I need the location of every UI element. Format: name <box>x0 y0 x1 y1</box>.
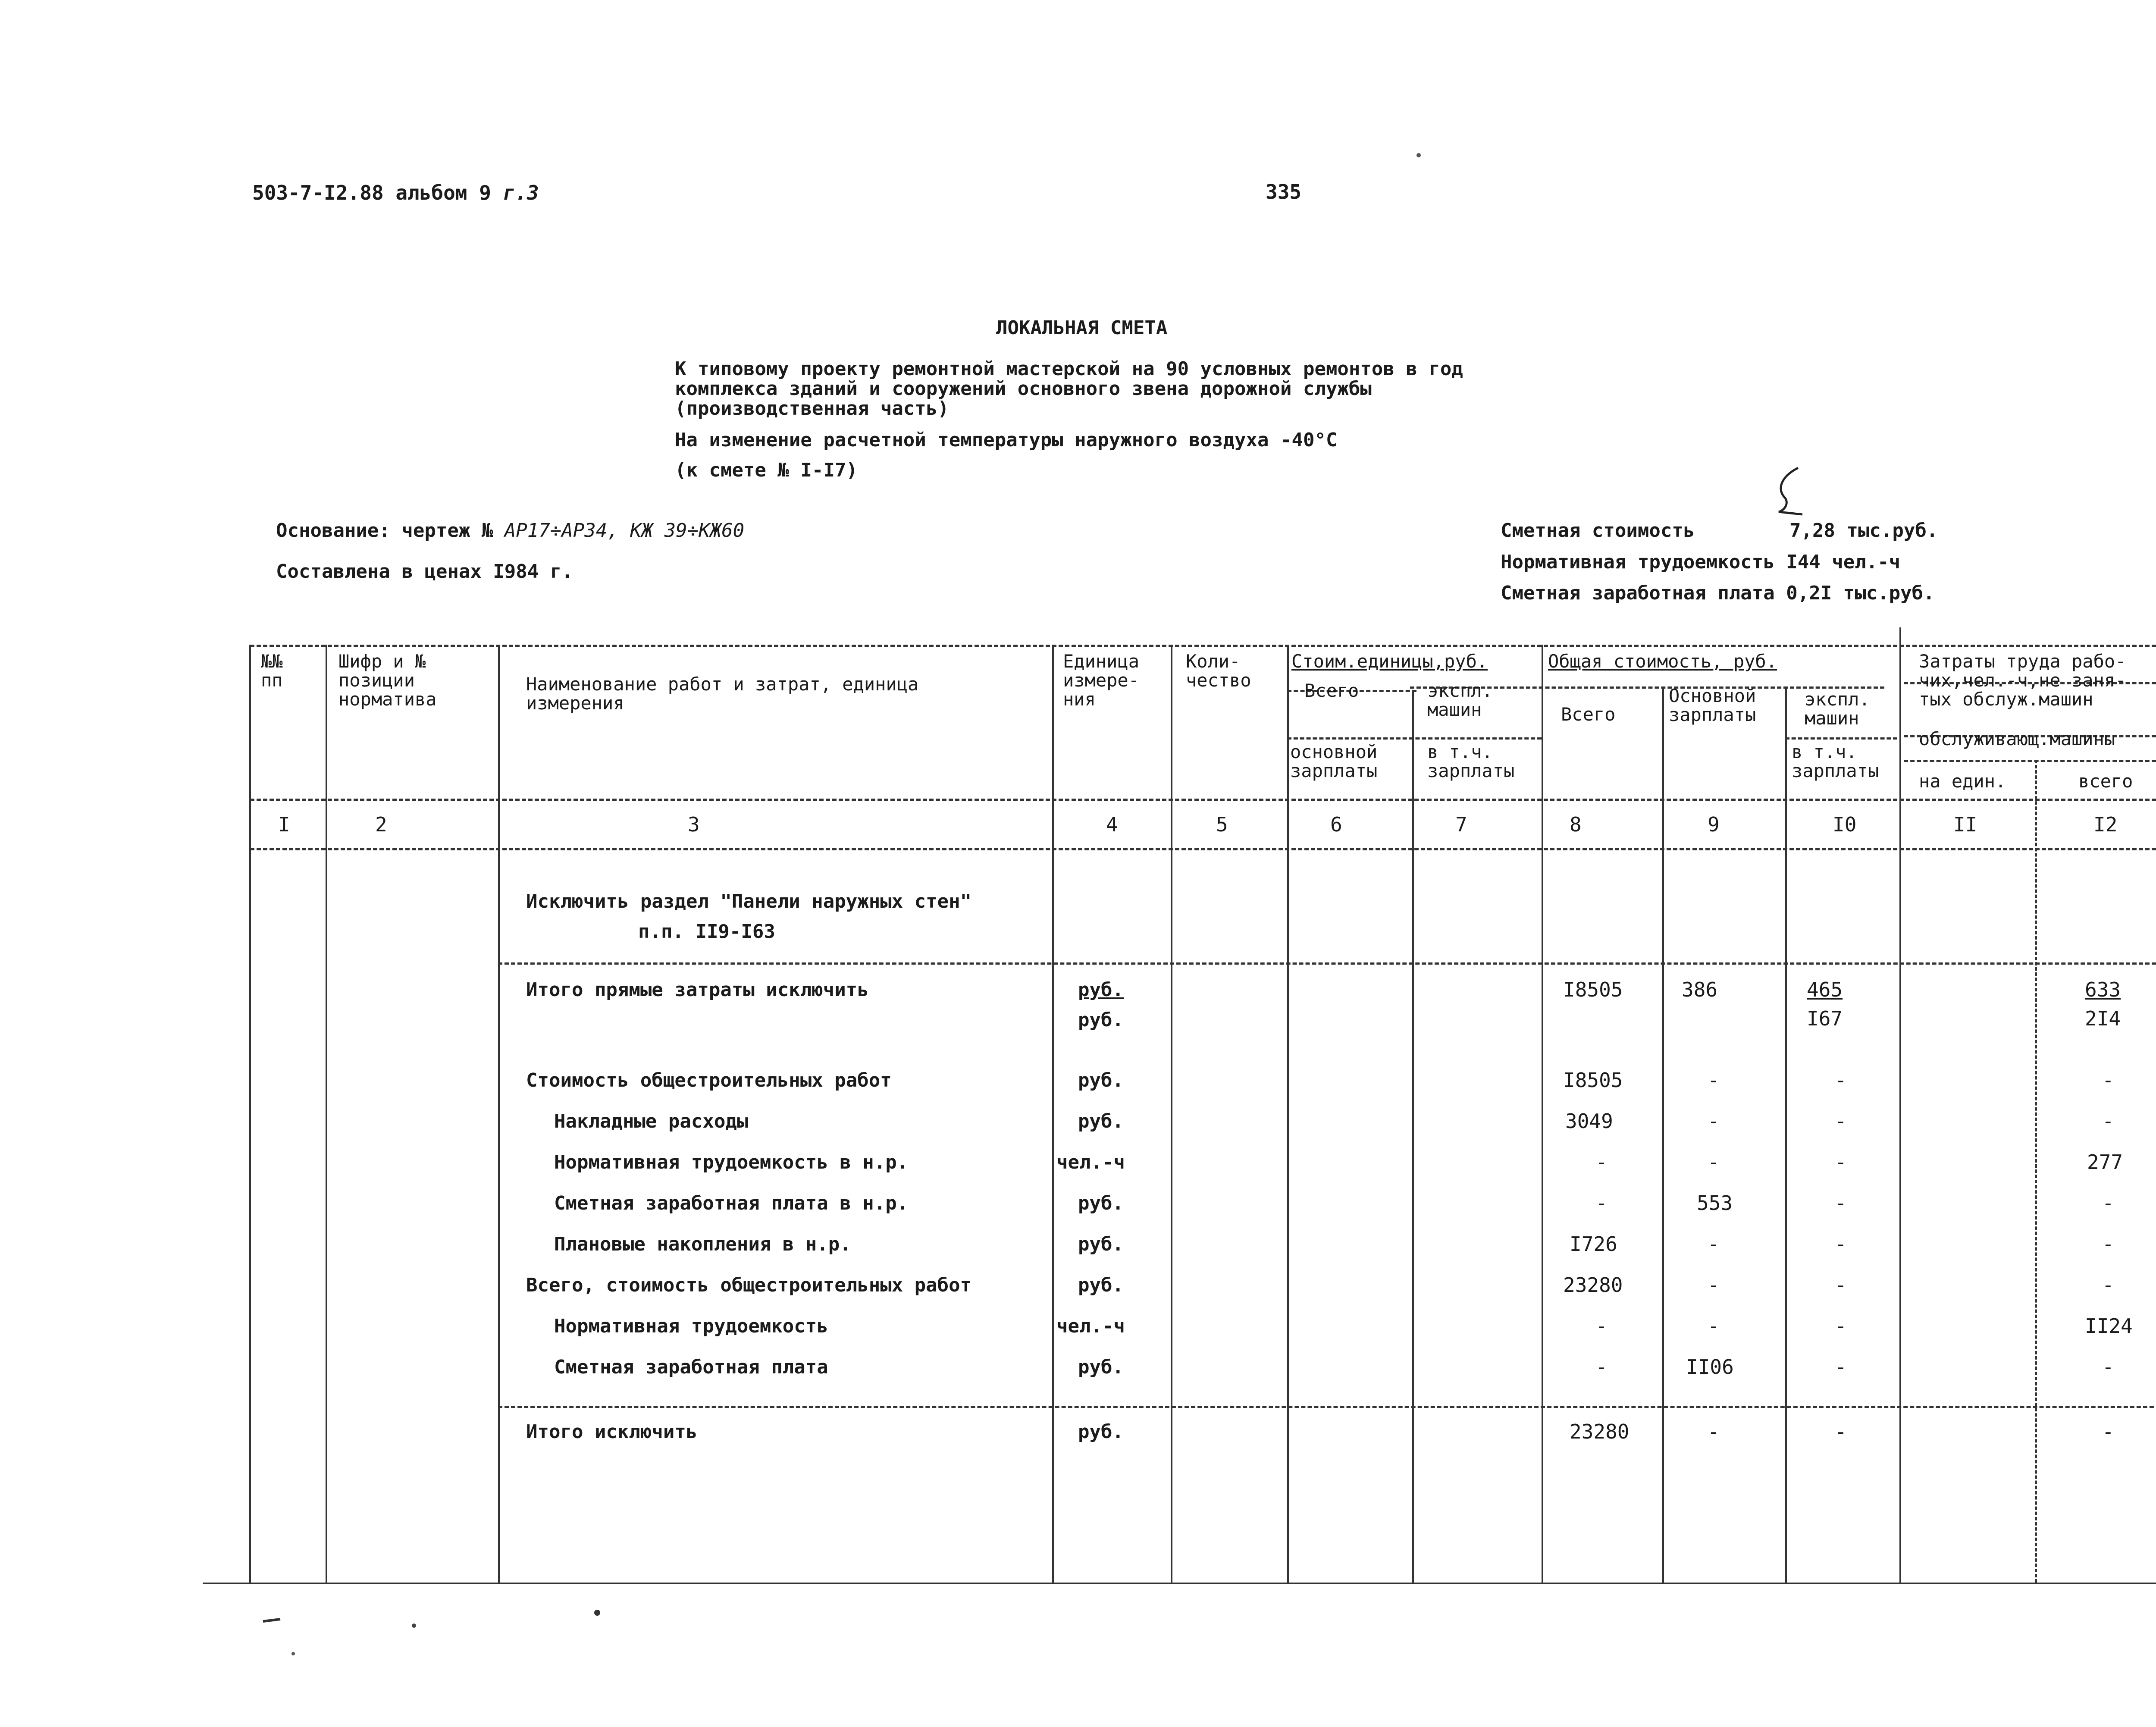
row-labor-total: - <box>2102 1355 2114 1379</box>
header-unit-incl-wage: в т.ч. зарплаты <box>1427 741 1515 781</box>
col-number-3: 3 <box>688 813 700 836</box>
col-number-1: I <box>278 813 290 836</box>
row-base-wage: - <box>1708 1420 1720 1443</box>
row-unit: чел.-ч <box>1056 1151 1125 1173</box>
estimated-cost-value: 7,28 тыс.руб. <box>1789 520 1938 542</box>
col-number-9: 9 <box>1708 813 1720 836</box>
row-base-wage: - <box>1708 1150 1720 1174</box>
row-machines: - <box>1835 1232 1847 1256</box>
row-base-wage: 553 <box>1697 1191 1733 1215</box>
row-total-cost: I8505 <box>1563 978 1623 1001</box>
row-machines: - <box>1835 1150 1847 1174</box>
row-total-cost: - <box>1595 1150 1608 1174</box>
col-number-5: 5 <box>1216 813 1228 836</box>
row-base-wage: - <box>1708 1273 1720 1297</box>
col-number-8: 8 <box>1570 813 1582 836</box>
row-name: Сметная заработная плата в н.р. <box>554 1192 909 1214</box>
row-machines-wage: I67 <box>1807 1007 1843 1030</box>
row-unit: руб. <box>1078 1192 1124 1214</box>
col-number-6: 6 <box>1330 813 1342 836</box>
row-name: Всего, стоимость общестроительных работ <box>526 1274 972 1296</box>
col-number-11: II <box>1953 813 1977 836</box>
header-labor-service: обслуживающ.машины <box>1919 728 2115 749</box>
basis-drawings: АР17÷АР34, КЖ 39÷КЖ60 <box>504 520 745 542</box>
row-unit-2: руб. <box>1078 1009 1124 1031</box>
row-unit: руб. <box>1078 1421 1124 1443</box>
row-total-cost: I8505 <box>1563 1069 1623 1092</box>
header-total-base-wage: Основной зарплаты <box>1669 685 1756 725</box>
row-machines: - <box>1835 1191 1847 1215</box>
row-base-wage: - <box>1708 1110 1720 1133</box>
row-base-wage: II06 <box>1686 1355 1734 1379</box>
row-labor-total: - <box>2102 1069 2114 1092</box>
row-labor-total: 633 <box>2085 978 2121 1001</box>
section-title: Исключить раздел "Панели наружных стен" <box>526 890 972 912</box>
row-unit: руб. <box>1078 1069 1124 1091</box>
col-number-7: 7 <box>1455 813 1467 836</box>
row-unit: руб. <box>1078 979 1124 1001</box>
col-number-4: 4 <box>1106 813 1118 836</box>
header-total-machines: экспл. машин <box>1805 689 1870 729</box>
row-name: Сметная заработная плата <box>554 1356 828 1378</box>
basis-label: Основание: чертеж № <box>276 520 505 542</box>
row-machines: - <box>1835 1355 1847 1379</box>
prices-basis: Составлена в ценах I984 г. <box>276 561 573 583</box>
header-labor-per-unit: на един. <box>1919 771 2006 792</box>
col-number-12: I2 <box>2093 813 2118 836</box>
row-name: Нормативная трудоемкость в н.р. <box>554 1151 909 1173</box>
row-total-cost: - <box>1595 1314 1608 1338</box>
row-name: Накладные расходы <box>554 1110 749 1132</box>
title-line-5: (к смете № I-I7) <box>675 459 858 481</box>
header-row-number: №№ пп <box>261 651 283 691</box>
col-number-2: 2 <box>375 813 387 836</box>
title-line-3: (производственная часть) <box>675 398 949 420</box>
header-work-name: Наименование работ и затрат, единица измерения <box>526 674 919 714</box>
header-unit-base-wage: основной зарплаты <box>1290 741 1378 781</box>
row-unit: чел.-ч <box>1056 1315 1125 1337</box>
header-unit-cost: Стоим.единицы,руб. <box>1291 651 1488 672</box>
header-total-cost: Общая стоимость, руб. <box>1548 651 1777 672</box>
row-total-cost: 3049 <box>1565 1110 1613 1133</box>
row-name: Итого исключить <box>526 1421 698 1443</box>
row-unit: руб. <box>1078 1274 1124 1296</box>
row-machines: - <box>1835 1110 1847 1133</box>
row-labor-service: 2I4 <box>2085 1007 2121 1030</box>
row-labor-total: II24 <box>2085 1314 2133 1338</box>
header-total-all: Всего <box>1561 704 1616 725</box>
title-line-1: К типовому проекту ремонтной мастерской на 90 условных ремонтов в год <box>675 358 1463 380</box>
row-machines: - <box>1835 1314 1847 1338</box>
row-name: Стоимость общестроительных работ <box>526 1069 892 1091</box>
header-total-incl-wage: в т.ч. зарплаты <box>1792 741 1879 781</box>
row-labor-total: - <box>2102 1420 2114 1443</box>
row-unit: руб. <box>1078 1233 1124 1255</box>
row-labor-total: - <box>2102 1273 2114 1297</box>
page-number: 335 <box>1266 180 1302 204</box>
header-unit: Единица измере- ния <box>1063 651 1140 710</box>
estimated-cost-label: Сметная стоимость <box>1501 520 1695 542</box>
row-unit: руб. <box>1078 1110 1124 1132</box>
section-items: п.п. II9-I63 <box>638 921 775 943</box>
estimated-wage: Сметная заработная плата 0,2I тыс.руб. <box>1501 582 1935 604</box>
header-norm-code: Шифр и № позиции норматива <box>338 651 437 710</box>
row-base-wage: 386 <box>1682 978 1718 1001</box>
row-machines: - <box>1835 1069 1847 1092</box>
row-labor-total: - <box>2102 1191 2114 1215</box>
row-name: Плановые накопления в н.р. <box>554 1233 851 1255</box>
document-code-handwritten: г.3 <box>503 181 539 204</box>
col-number-10: I0 <box>1833 813 1857 836</box>
row-total-cost: 23280 <box>1563 1273 1623 1297</box>
row-base-wage: - <box>1708 1069 1720 1092</box>
header-labor-total: всего <box>2078 771 2133 792</box>
row-machines: - <box>1835 1273 1847 1297</box>
header-quantity: Коли- чество <box>1186 651 1251 691</box>
row-total-cost: - <box>1595 1191 1608 1215</box>
header-labor: Затраты труда рабо- чих,чел.-ч,не заня- тых обслуж.машин <box>1919 651 2126 710</box>
row-base-wage: - <box>1708 1232 1720 1256</box>
row-name: Итого прямые затраты исключить <box>526 979 869 1001</box>
row-name: Нормативная трудоемкость <box>554 1315 828 1337</box>
row-total-cost: 23280 <box>1570 1420 1630 1443</box>
row-labor-total: - <box>2102 1232 2114 1256</box>
document-code-text: 503-7-I2.88 альбом 9 <box>252 181 503 204</box>
header-unit-total: Всего <box>1304 680 1359 701</box>
row-machines: 465 <box>1807 978 1843 1001</box>
row-labor-total: - <box>2102 1110 2114 1133</box>
row-labor-total: 277 <box>2087 1150 2123 1174</box>
title-line-2: комплекса зданий и сооружений основного звена дорожной службы <box>675 378 1372 400</box>
normative-labor: Нормативная трудоемкость I44 чел.-ч <box>1501 551 1901 573</box>
row-base-wage: - <box>1708 1314 1720 1338</box>
row-total-cost: - <box>1595 1355 1608 1379</box>
document-heading: ЛОКАЛЬНАЯ СМЕТА <box>996 317 1168 339</box>
title-line-4: На изменение расчетной температуры наружного воздуха -40°С <box>675 429 1338 451</box>
header-unit-machines: экспл. машин <box>1427 680 1493 720</box>
row-machines: - <box>1835 1420 1847 1443</box>
row-total-cost: I726 <box>1570 1232 1617 1256</box>
row-unit: руб. <box>1078 1356 1124 1378</box>
